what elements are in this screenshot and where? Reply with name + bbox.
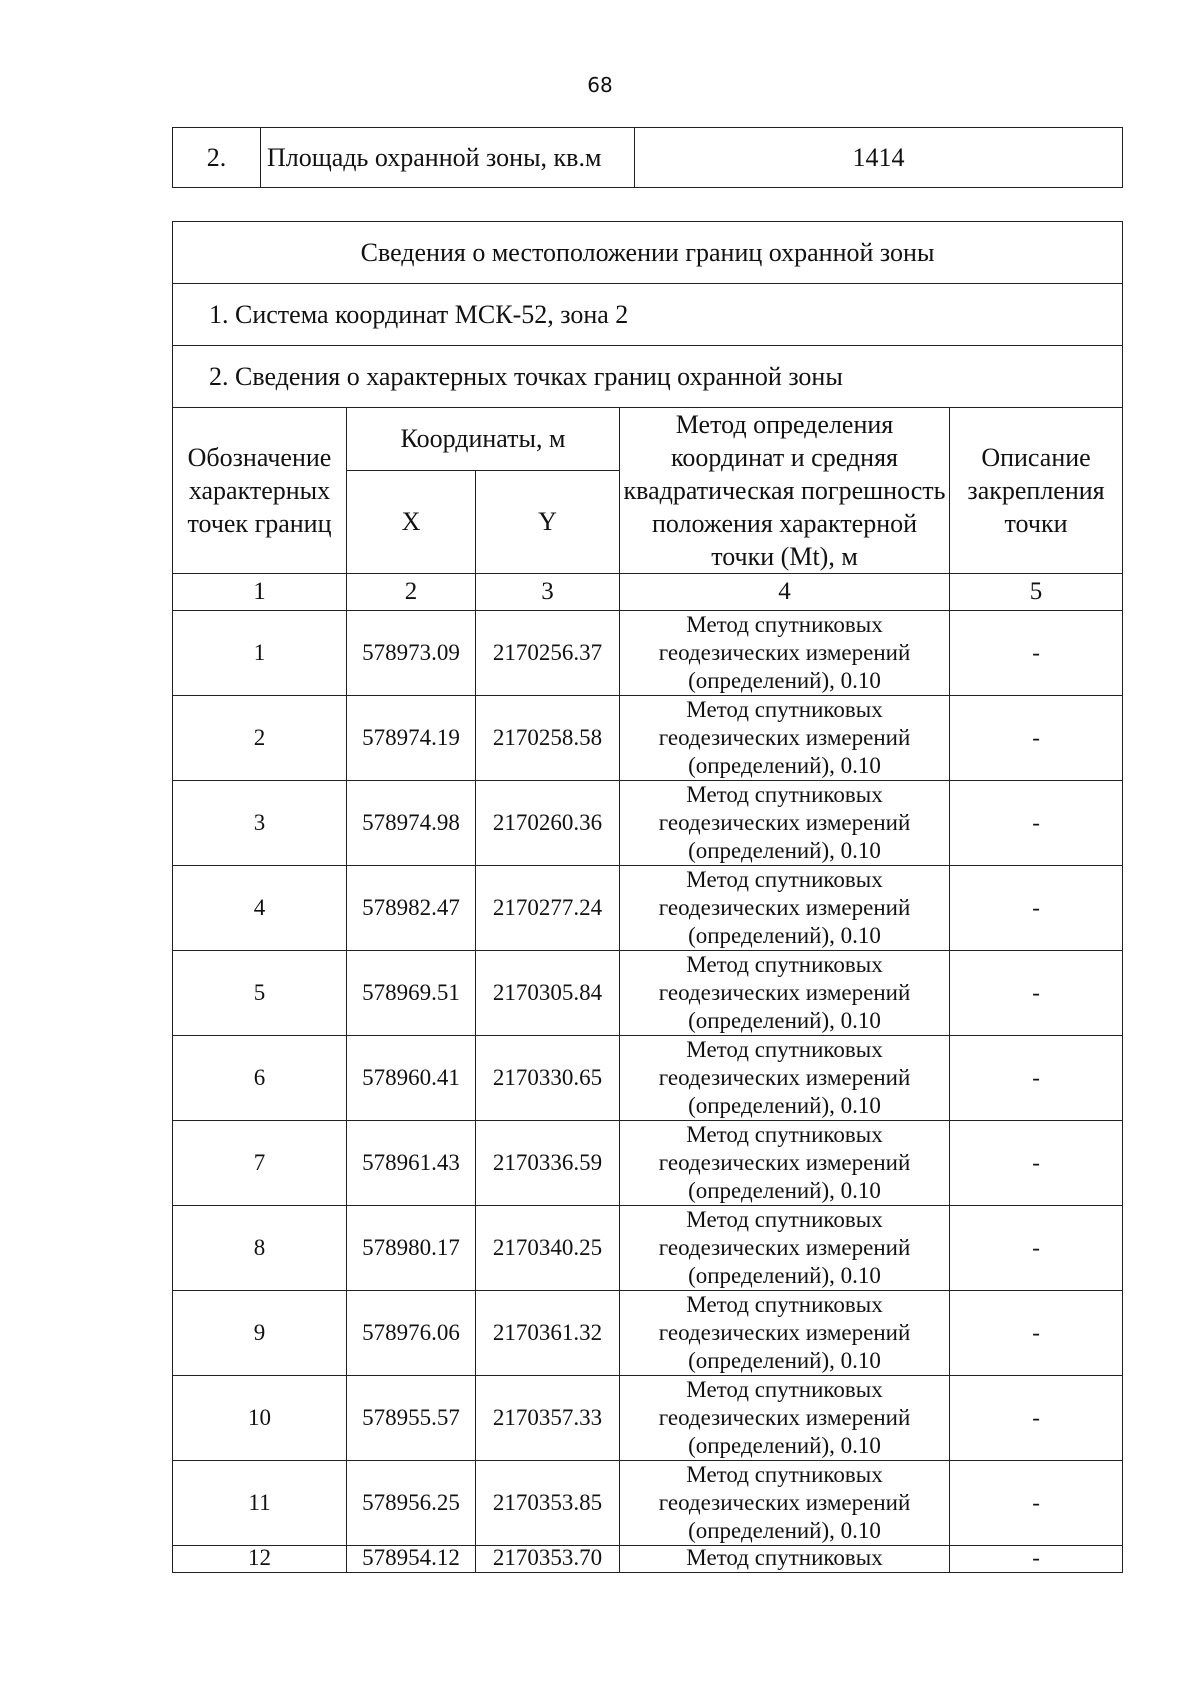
area-value: 1414: [635, 128, 1123, 188]
section-title-row: [173, 222, 1123, 284]
point-y: 2170340.25: [476, 1206, 620, 1291]
method-line: (определений), 0.10: [688, 1433, 881, 1458]
method-line: геодезических измерений: [658, 1490, 911, 1515]
table-row: [173, 1376, 1123, 1461]
point-x: 578954.12: [347, 1546, 476, 1573]
point-x: 578974.98: [347, 781, 476, 866]
table-row: [173, 1461, 1123, 1546]
header-y: Y: [476, 470, 620, 574]
method-line: Метод спутниковых: [686, 697, 883, 722]
method-line: Метод спутниковых: [686, 1377, 883, 1402]
point-method: [620, 866, 950, 951]
header-coords: Координаты, м: [347, 408, 620, 471]
method-line: геодезических измерений: [658, 895, 911, 920]
point-description: -: [950, 1376, 1123, 1461]
method-line: Метод спутниковых: [686, 1292, 883, 1317]
point-y: 2170330.65: [476, 1036, 620, 1121]
table-row: [173, 1036, 1123, 1121]
table-row: [173, 1121, 1123, 1206]
method-line: Метод спутниковых: [686, 1207, 883, 1232]
point-method: [620, 611, 950, 696]
header-designation: Обозначение характерных точек границ: [173, 408, 347, 574]
point-method: [620, 696, 950, 781]
point-id: 7: [173, 1121, 347, 1206]
point-x: 578982.47: [347, 866, 476, 951]
method-line: геодезических измерений: [658, 1405, 911, 1430]
point-y: 2170361.32: [476, 1291, 620, 1376]
method-line: геодезических измерений: [658, 1150, 911, 1175]
point-description: -: [950, 696, 1123, 781]
point-y: 2170260.36: [476, 781, 620, 866]
point-id: 12: [173, 1546, 347, 1573]
point-method: [620, 1206, 950, 1291]
point-id: 10: [173, 1376, 347, 1461]
point-description: -: [950, 781, 1123, 866]
column-numbers-row: [173, 574, 1123, 611]
point-x: 578973.09: [347, 611, 476, 696]
method-line: (определений), 0.10: [688, 1178, 881, 1203]
column-number: 1: [173, 574, 347, 611]
method-line: геодезических измерений: [658, 1235, 911, 1260]
point-id: 5: [173, 951, 347, 1036]
table-row: [173, 781, 1123, 866]
point-x: 578955.57: [347, 1376, 476, 1461]
point-description: -: [950, 1291, 1123, 1376]
method-line: (определений), 0.10: [688, 1093, 881, 1118]
coord-system: 1. Система координат МСК-52, зона 2: [173, 284, 1123, 346]
method-line: (определений), 0.10: [688, 1518, 881, 1543]
point-method: [620, 1121, 950, 1206]
method-line: (определений), 0.10: [688, 923, 881, 948]
point-x: 578961.43: [347, 1121, 476, 1206]
method-line: геодезических измерений: [658, 1065, 911, 1090]
point-id: 3: [173, 781, 347, 866]
column-number: 5: [950, 574, 1123, 611]
method-line: геодезических измерений: [658, 980, 911, 1005]
point-description: -: [950, 951, 1123, 1036]
point-x: 578969.51: [347, 951, 476, 1036]
area-row: [173, 128, 1123, 188]
method-line: Метод спутниковых: [686, 612, 883, 637]
method-line: геодезических измерений: [658, 640, 911, 665]
column-number: 2: [347, 574, 476, 611]
points-title: 2. Сведения о характерных точках границ охранной зоны: [173, 346, 1123, 408]
point-method: [620, 1376, 950, 1461]
point-id: 8: [173, 1206, 347, 1291]
point-y: 2170353.70: [476, 1546, 620, 1573]
point-method: [620, 1461, 950, 1546]
column-number: 3: [476, 574, 620, 611]
header-row: [173, 408, 1123, 471]
point-y: 2170357.33: [476, 1376, 620, 1461]
area-num: 2.: [173, 128, 261, 188]
method-line: (определений), 0.10: [688, 838, 881, 863]
section-title: Сведения о местоположении границ охранной зоны: [173, 222, 1123, 284]
point-y: 2170305.84: [476, 951, 620, 1036]
coord-system-row: [173, 284, 1123, 346]
method-line: Метод спутниковых: [686, 782, 883, 807]
point-description: -: [950, 1546, 1123, 1573]
point-method: [620, 1291, 950, 1376]
point-y: 2170353.85: [476, 1461, 620, 1546]
point-id: 6: [173, 1036, 347, 1121]
point-id: 2: [173, 696, 347, 781]
header-x: X: [347, 470, 476, 574]
table-row: [173, 696, 1123, 781]
table-row: [173, 1291, 1123, 1376]
method-line: (определений), 0.10: [688, 1263, 881, 1288]
coordinates-table: [172, 221, 1123, 1573]
method-line: (определений), 0.10: [688, 1348, 881, 1373]
header-method: Метод определения координат и средняя квадратическая погрешность положения характерной точки (Mt), м: [620, 408, 950, 574]
point-x: 578976.06: [347, 1291, 476, 1376]
table-row: [173, 951, 1123, 1036]
header-description: Описание закрепления точки: [950, 408, 1123, 574]
point-method: [620, 951, 950, 1036]
point-y: 2170336.59: [476, 1121, 620, 1206]
method-line: (определений), 0.10: [688, 753, 881, 778]
point-y: 2170256.37: [476, 611, 620, 696]
method-line: геодезических измерений: [658, 725, 911, 750]
point-y: 2170277.24: [476, 866, 620, 951]
method-line: Метод спутниковых: [686, 952, 883, 977]
table-body: [173, 611, 1123, 1546]
point-method: [620, 1036, 950, 1121]
method-line: Метод спутниковых: [686, 1122, 883, 1147]
point-description: -: [950, 866, 1123, 951]
method-line: (определений), 0.10: [688, 668, 881, 693]
point-method: Метод спутниковых: [620, 1546, 950, 1573]
page-number: 68: [587, 73, 613, 97]
point-id: 9: [173, 1291, 347, 1376]
point-description: -: [950, 1036, 1123, 1121]
point-x: 578974.19: [347, 696, 476, 781]
point-x: 578980.17: [347, 1206, 476, 1291]
table-row: [173, 1206, 1123, 1291]
method-line: Метод спутниковых: [686, 867, 883, 892]
method-line: геодезических измерений: [658, 810, 911, 835]
method-line: Метод спутниковых: [686, 1462, 883, 1487]
table-row: [173, 611, 1123, 696]
point-description: -: [950, 611, 1123, 696]
point-id: 1: [173, 611, 347, 696]
point-y: 2170258.58: [476, 696, 620, 781]
points-title-row: [173, 346, 1123, 408]
column-number: 4: [620, 574, 950, 611]
method-line: Метод спутниковых: [686, 1037, 883, 1062]
method-line: геодезических измерений: [658, 1320, 911, 1345]
method-line: (определений), 0.10: [688, 1008, 881, 1033]
point-description: -: [950, 1206, 1123, 1291]
point-method: [620, 781, 950, 866]
point-x: 578956.25: [347, 1461, 476, 1546]
area-table: [172, 127, 1123, 188]
point-id: 11: [173, 1461, 347, 1546]
point-description: -: [950, 1461, 1123, 1546]
point-description: -: [950, 1121, 1123, 1206]
table-row: [173, 866, 1123, 951]
area-label: Площадь охранной зоны, кв.м: [261, 128, 635, 188]
point-id: 4: [173, 866, 347, 951]
point-x: 578960.41: [347, 1036, 476, 1121]
table-row-last: [173, 1546, 1123, 1573]
